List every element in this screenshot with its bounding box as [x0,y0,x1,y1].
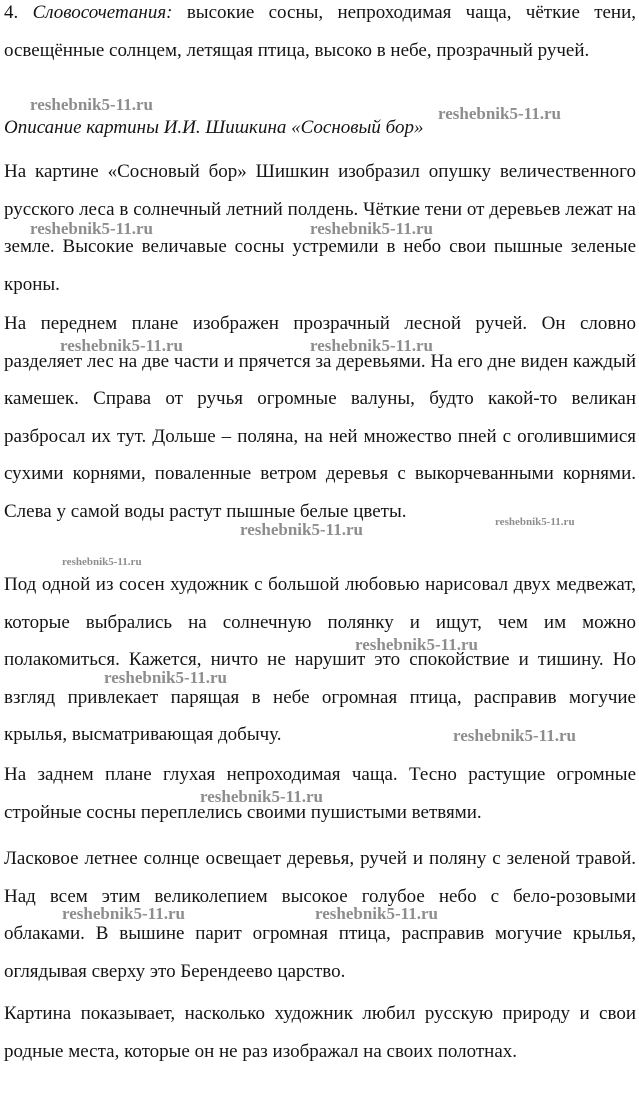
watermark: reshebnik5-11.ru [30,219,153,238]
paragraph-1: На картине «Сосновый бор» Шишкин изобразил опушку величественного русского леса в солнечный летний полдень. Чёткие тени от деревьев лежат на земле. Высокие величавые сосны устремили в небо свои пышные зеленые кроны. [4,161,636,295]
task-number: 4. [4,2,19,23]
essay-heading: Описание картины И.И. Шишкина «Сосновый бор» [4,117,424,138]
watermark: reshebnik5-11.ru [310,219,433,238]
paragraph-6: Картина показывает, насколько художник любил русскую природу и свои родные места, которые он не раз изображал на своих полотнах. [4,1003,636,1062]
watermark: reshebnik5-11.ru [104,668,227,687]
watermark: reshebnik5-11.ru [310,336,433,355]
watermark: reshebnik5-11.ru [315,904,438,923]
task-paragraph [4,0,636,69]
paragraph-2: На переднем плане изображен прозрачный лесной ручей. Он словно разделяет лес на две части и прячется за деревьями. На его дне виден каждый камешек. Справа от ручья огромные валуны, будто какой-то великан разбросал их тут. Дольше – поляна, на ней множество пней с оголившимися сухими корнями, поваленные ветром деревья с выкорчеванными корнями. Слева у самой воды растут пышные белые цветы. [4,313,636,522]
watermark: reshebnik5-11.ru [62,556,142,568]
watermark: reshebnik5-11.ru [30,95,153,114]
watermark: reshebnik5-11.ru [495,516,575,528]
watermark: reshebnik5-11.ru [200,787,323,806]
task-text: высокие сосны, непроходимая чаща, чёткие тени, освещённые солнцем, летящая птица, высоко в небе, прозрачный ручей. [4,2,637,61]
watermark: reshebnik5-11.ru [453,726,576,745]
paragraph-4: На заднем плане глухая непроходимая чаща. Тесно растущие огромные стройные сосны переплелись своими пушистыми ветвями. [4,764,636,823]
watermark: reshebnik5-11.ru [355,635,478,654]
watermark: reshebnik5-11.ru [240,520,363,539]
paragraph-3: Под одной из сосен художник с большой любовью нарисовал двух медвежат, которые выбрались на солнечную полянку и ищут, чем им можно полакомиться. Кажется, ничто не нарушит это спокойствие и тишину. Но взгляд привлекает парящая в небе огромная птица, расправив могучие крылья, высматривающая добычу. [4,574,636,746]
watermark: reshebnik5-11.ru [438,104,561,123]
watermark: reshebnik5-11.ru [60,336,183,355]
task-label: Словосочетания: [32,2,173,23]
watermark: reshebnik5-11.ru [62,904,185,923]
paragraph-5: Ласковое летнее солнце освещает деревья, ручей и поляну с зеленой травой. Над всем этим великолепием высокое голубое небо с бело-розовыми облаками. В вышине парит огромная птица, расправив могучие крылья, оглядывая сверху это Берендеево царство. [4,848,636,982]
